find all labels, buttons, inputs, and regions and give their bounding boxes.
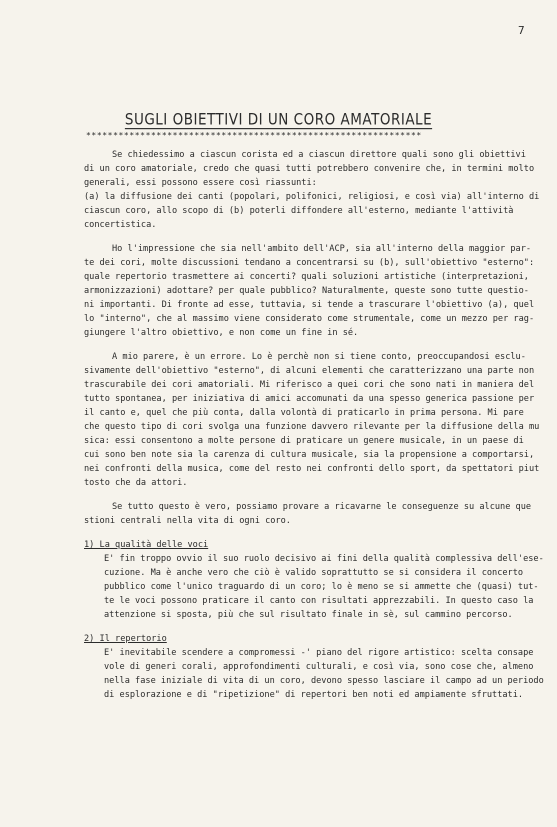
text-line: nei confronti della musica, come del resto nei confronti dello sport, da spettatori piut: [84, 464, 540, 474]
text-line: Se tutto questo è vero, possiamo provare a ricavarne le conseguenze su alcune que: [112, 502, 532, 512]
text-line: nella fase iniziale di vita di un coro, devono spesso lasciare il campo ad un periodo: [104, 676, 544, 686]
text-line: Ho l'impressione che sia nell'ambito dell'ACP, sia all'interno della maggior par-: [112, 244, 532, 254]
text-line: pubblico come l'unico traguardo di un coro; lo è meno se si ammette che (quasi) tut-: [104, 582, 539, 592]
text-line: di un coro amatoriale, credo che quasi tutti potrebbero convenire che, in termini molto: [84, 164, 535, 174]
text-line: il canto e, quel che più conta, dalla volontà di praticarlo in prima persona. Mi pare: [84, 408, 524, 418]
text-line: attenzione si sposta, più che sul risultato finale in sè, sul cammino percorso.: [104, 610, 513, 620]
section-voices: [84, 538, 544, 622]
star-divider: **************************************************************: [86, 131, 422, 140]
text-line: tosto che da attori.: [84, 478, 188, 488]
text-line: quale repertorio trasmettere ai concerti? quali soluzioni artistiche (interpretazioni,: [84, 272, 529, 282]
section-heading: 1) La qualità delle voci: [84, 540, 209, 550]
section-repertoire: [84, 632, 544, 702]
text-line: cui sono ben note sia la carenza di cultura musicale, sia la propensione a comportarsi,: [84, 450, 535, 460]
section-heading: 2) Il repertorio: [84, 634, 167, 644]
text-line: (a) la diffusione dei canti (popolari, polifonici, religiosi, e così via) all'interno di: [84, 192, 540, 202]
text-line: sivamente dell'obiettivo "esterno", di alcuni elementi che caratterizzano una parte non: [84, 366, 535, 376]
text-line: generali, essi possono essere così riassunti:: [84, 178, 317, 188]
page-number: 7: [518, 24, 525, 37]
text-line: armonizzazioni) adottare? per quale pubblico? Naturalmente, queste sono tutte questio-: [84, 286, 529, 296]
paragraph-acp: [84, 242, 534, 340]
paragraph-consequences: [84, 500, 534, 528]
article-body: [84, 148, 544, 712]
text-line: E' fin troppo ovvio il suo ruolo decisivo ai fini della qualità complessiva dell'ese-: [104, 554, 544, 564]
text-line: tutto spontanea, per iniziativa di amici accomunati da una spesso generica passione per: [84, 394, 535, 404]
text-line: A mio parere, è un errore. Lo è perchè non si tiene conto, preoccupandosi esclu-: [112, 352, 526, 362]
text-line: che questo tipo di cori svolga una funzione davvero rilevante per la diffusione della mu: [84, 422, 540, 432]
text-line: te dei cori, molte discussioni tendano a concentrarsi su (b), sull'obiettivo "esterno":: [84, 258, 535, 268]
text-line: stioni centrali nella vita di ogni coro.: [84, 516, 291, 526]
text-line: Se chiedessimo a ciascun corista ed a ciascun direttore quali sono gli obiettivi: [112, 150, 526, 160]
text-line: vole di generi corali, approfondimenti culturali, e così via, sono cose che, almeno: [104, 662, 534, 672]
text-line: concertistica.: [84, 220, 157, 230]
text-line: cuzione. Ma è anche vero che ciò è valido soprattutto se si considera il concerto: [104, 568, 524, 578]
text-line: trascurabile dei cori amatoriali. Mi riferisco a quei cori che sono nati in maniera del: [84, 380, 535, 390]
text-line: ni importanti. Di fronte ad esse, tuttavia, si tende a trascurare l'obiettivo (a), quel: [84, 300, 535, 310]
article-title: SUGLI OBIETTIVI DI UN CORO AMATORIALE: [124, 110, 433, 130]
paragraph-intro: [84, 148, 540, 232]
paragraph-opinion: [84, 350, 540, 490]
text-line: giungere l'altro obiettivo, e non come un fine in sé.: [84, 328, 359, 338]
text-line: sica: essi consentono a molte persone di praticare un genere musicale, in un paese di: [84, 436, 524, 446]
text-line: te le voci possono praticare il canto con risultati apprezzabili. In questo caso la: [104, 596, 534, 606]
text-line: E' inevitabile scendere a compromessi -' piano del rigore artistico: scelta consape: [104, 648, 534, 658]
text-line: lo "interno", che al massimo viene considerato come strumentale, come un mezzo per rag-: [84, 314, 535, 324]
text-line: di esplorazione e di "ripetizione" di repertori ben noti ed ampiamente sfruttati.: [104, 690, 524, 700]
text-line: ciascun coro, allo scopo di (b) poterli diffondere all'esterno, mediante l'attività: [84, 206, 514, 216]
